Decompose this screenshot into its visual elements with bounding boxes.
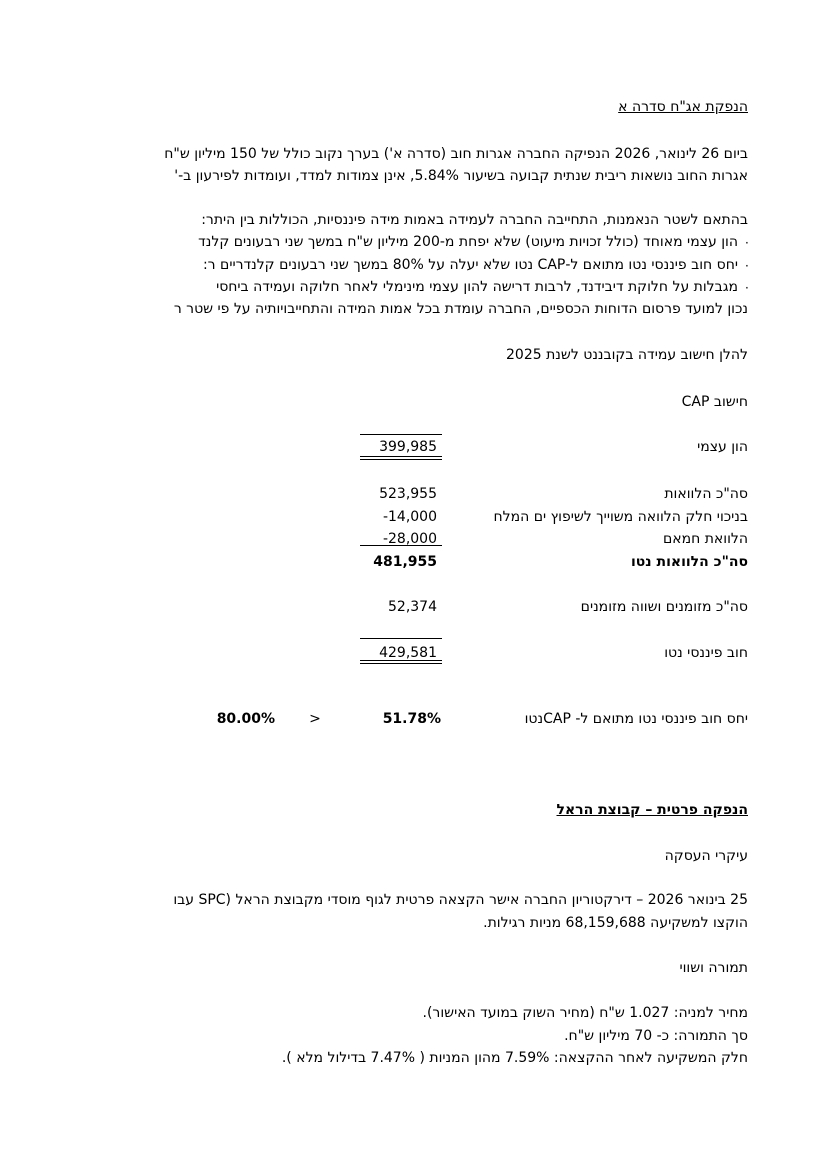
private-paragraph-line-1: 25 בינואר 2026 – דירקטוריון החברה אישר הקצאה פרטית לגוף מוסדי מקבוצת הראל (SPC עבו xyxy=(173,892,748,908)
net-debt-double-rule-2 xyxy=(360,663,442,664)
private-section-title: הנפקה פרטית – קבוצת הראל xyxy=(556,802,748,818)
equity-double-rule-2 xyxy=(360,459,442,460)
bond-paragraph-line-1: ביום 26 לינואר, 2026 הנפיקה החברה אגרות חוב (סדרה א') בערך נקוב כולל של 150 מיליון ש"ח xyxy=(164,146,748,162)
total-loans-label: סה"כ הלוואות xyxy=(664,486,748,502)
deduct-loan-label: בניכוי חלק הלוואה משוייך לשיפוץ ים המלח xyxy=(493,509,748,525)
cash-label: סה"כ מזומנים ושווה מזומנים xyxy=(580,599,748,615)
ratio-threshold: 80.00% xyxy=(216,711,275,727)
equity-label: הון עצמי xyxy=(697,439,748,455)
covenant-paragraph-end: נכון למועד פרסום הדוחות הכספיים, החברה עומדת בכל אמות המידה והתחייבויותיה על פי שטר ר xyxy=(173,301,748,317)
covenant-bullet-1: הון עצמי מאוחד (כולל זכויות מיעוט) שלא יפחת מ-200 מיליון ש"ח במשך שני רבעונים קלנד xyxy=(198,234,738,250)
deduct-loan-value: -14,000 xyxy=(382,509,437,525)
total-consideration: סך התמורה: כ- 70 מיליון ש"ח. xyxy=(564,1028,748,1044)
ratio-comparison-sign: > xyxy=(309,711,321,727)
equity-top-rule xyxy=(360,434,442,435)
equity-value: 399,985 xyxy=(379,439,437,455)
ratio-label: יחס חוב פיננסי נטו מתואם ל- CAPנטו xyxy=(524,711,748,727)
hamas-loan-value: -28,000 xyxy=(382,531,437,547)
bond-paragraph-line-2: אגרות החוב נושאות ריבית שנתית קבועה בשיעור 5.84%, אינן צמודות למדד, ועומדות לפירעון ב-' xyxy=(174,168,748,184)
covenant-bullet-2: יחס חוב פיננסי נטו מתואם ל-CAP נטו שלא יעלה על 80% במשך שני רבעונים קלנדריים ר: xyxy=(202,257,738,273)
bullet-glyph-1: · xyxy=(745,236,749,250)
bullet-glyph-3: · xyxy=(745,281,749,295)
cash-value: 52,374 xyxy=(388,599,437,615)
covenant-paragraph-intro: בהתאם לשטר הנאמנות, התחייבה החברה לעמידה באמות מידה פיננסיות, הכוללות בין היתר: xyxy=(201,212,748,228)
net-loans-label: סה"כ הלוואות נטו xyxy=(630,554,748,570)
bullet-glyph-2: · xyxy=(745,259,749,273)
equity-double-rule-1 xyxy=(360,456,442,457)
private-paragraph-line-2: הוקצו למשקיעה 68,159,688 מניות רגילות. xyxy=(483,915,748,931)
cap-calc-title: חישוב CAP xyxy=(681,394,748,410)
ratio-value: 51.78% xyxy=(382,711,441,727)
bond-section-title: הנפקת אג"ח סדרה א xyxy=(618,99,748,115)
net-debt-double-rule-1 xyxy=(360,660,442,661)
covenant-bullet-3: מגבלות על חלוקת דיבידנד, לרבות דרישה להון עצמי מינימלי לאחר חלוקה ועמידה ביחסי xyxy=(216,279,738,295)
net-loans-value: 481,955 xyxy=(373,554,437,570)
price-per-share: מחיר למניה: 1.027 ש"ח (מחיר השוק במועד האישור). xyxy=(422,1005,748,1021)
net-debt-value: 429,581 xyxy=(379,645,437,661)
hamas-loan-label: הלוואת חמאם xyxy=(662,531,748,547)
net-debt-label: חוב פיננסי נטו xyxy=(664,645,748,661)
deal-highlights-subtitle: עיקרי העסקה xyxy=(664,848,748,864)
consideration-subtitle: תמורה ושווי xyxy=(679,960,748,976)
investor-share: חלק המשקיעה לאחר ההקצאה: 7.59% מהון המניות ( 7.47% בדילול מלא ). xyxy=(281,1050,748,1066)
total-loans-value: 523,955 xyxy=(379,486,437,502)
hamas-underline xyxy=(360,545,442,546)
covenant-calc-intro: להלן חישוב עמידה בקובננט לשנת 2025 xyxy=(506,347,748,363)
net-debt-top-rule xyxy=(360,638,442,639)
